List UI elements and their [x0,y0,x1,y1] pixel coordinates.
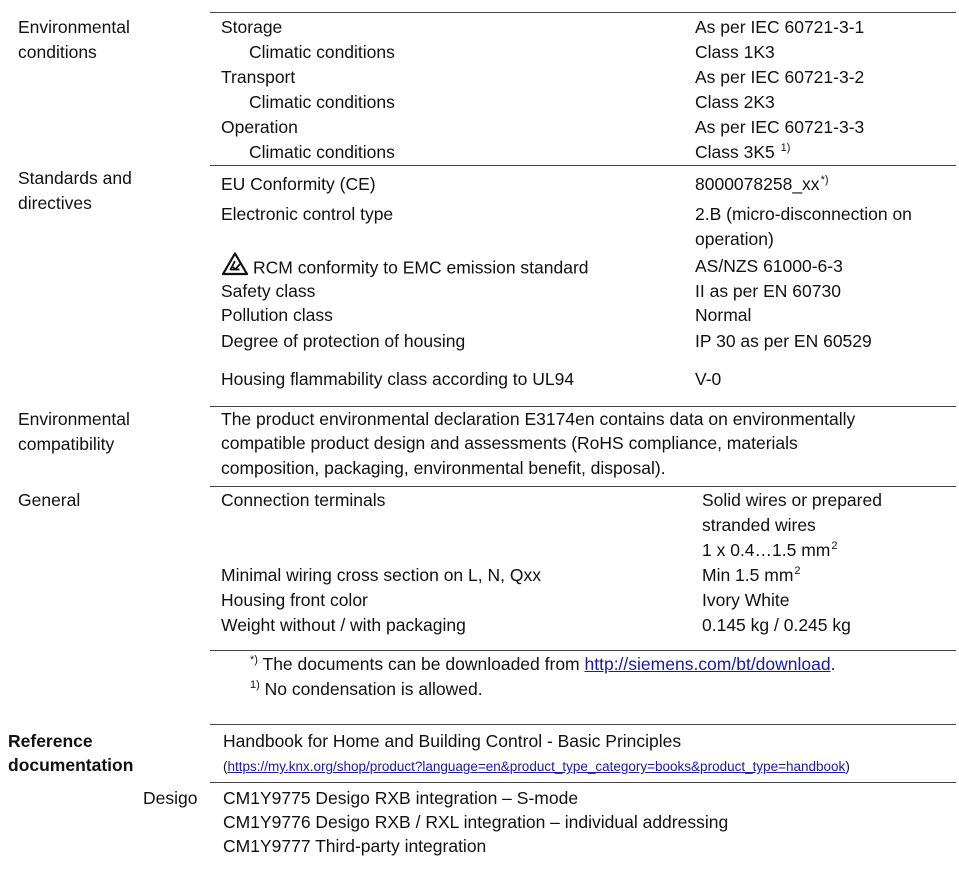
weight-name: Weight without / with packaging [221,615,466,635]
compat-label-1: Environmental [18,409,130,429]
env-conditions-label-1: Environmental [18,17,130,37]
safety-value: II as per EN 60730 [695,281,841,301]
handbook-link[interactable]: https://my.knx.org/shop/product?language=en&product_type_category=books&product_type=handbook [227,759,846,774]
storage-name: Storage [221,17,283,37]
weight-value: 0.145 kg / 0.245 kg [702,615,851,635]
divider-standards [210,165,956,166]
footnote-2-mark: 1) [250,679,260,691]
env-conditions-label-2: conditions [18,42,97,62]
transport-value: As per IEC 60721-3-2 [695,67,865,87]
divider-desigo [210,782,956,783]
operation-climatic-class: Class 3K5 [695,142,775,162]
operation-climatic-name: Climatic conditions [249,142,395,162]
standards-label-2: directives [18,193,92,213]
protection-value: IP 30 as per EN 60529 [695,331,872,351]
operation-value: As per IEC 60721-3-3 [695,117,865,137]
terminals-range: 1 x 0.4…1.5 mm [702,540,831,560]
terminals-value-3 [702,538,838,565]
compat-text-3: composition, packaging, environmental benefit, disposal). [221,458,666,478]
ect-value-1: 2.B (micro-disconnection on [695,204,912,224]
color-name: Housing front color [221,590,368,610]
transport-name: Transport [221,67,296,87]
flammability-value: V-0 [695,369,722,389]
compat-label-2: compatibility [18,434,115,454]
footnote-mark-1: 1) [780,142,791,154]
transport-climatic-name: Climatic conditions [249,92,395,112]
rcm-mark-icon [221,252,249,282]
operation-climatic-value [695,140,790,167]
transport-climatic-value: Class 2K3 [695,92,775,112]
eu-conformity-value [695,172,829,199]
footnote-mark-star: *) [820,174,829,186]
reference-label-1: Reference [8,731,93,751]
flammability-name: Housing flammability class according to UL94 [221,369,575,389]
compat-text-2: compatible product design and assessments (RoHS compliance, materials [221,433,798,453]
reference-label-2: documentation [8,755,134,775]
desigo-doc-3: CM1Y9777 Third-party integration [223,836,487,856]
color-value: Ivory White [702,590,790,610]
desigo-doc-2: CM1Y9776 Desigo RXB / RXL integration – individual addressing [223,812,729,832]
wiring-name: Minimal wiring cross section on L, N, Qxx [221,565,541,585]
footnote-1-text: The documents can be downloaded from [262,654,585,674]
wiring-value [702,563,801,590]
divider-general [210,486,956,487]
rcm-name: RCM conformity to EMC emission standard [253,257,589,278]
storage-climatic-name: Climatic conditions [249,42,395,62]
protection-name: Degree of protection of housing [221,331,466,351]
safety-name: Safety class [221,281,316,301]
divider-footnotes [210,650,956,651]
handbook-title: Handbook for Home and Building Control - Basic Principles [223,731,682,751]
terminals-value-1: Solid wires or prepared [702,490,882,510]
footnote-2 [249,677,483,704]
pollution-name: Pollution class [221,305,333,325]
ect-value-2: operation) [695,229,774,249]
rcm-value: AS/NZS 61000-6-3 [695,256,843,276]
eu-conformity-name: EU Conformity (CE) [221,174,376,194]
pollution-value: Normal [695,305,752,325]
operation-name: Operation [221,117,298,137]
handbook-close: ) [845,759,850,774]
desigo-doc-1: CM1Y9775 Desigo RXB integration – S-mode [223,788,579,808]
handbook-url-row [223,755,850,779]
storage-climatic-value: Class 1K3 [695,42,775,62]
compat-text-1: The product environmental declaration E3174en contains data on environmentally [221,409,856,429]
eu-conformity-number: 8000078258_xx [695,174,820,194]
storage-value: As per IEC 60721-3-1 [695,17,865,37]
footnote-1-mark: *) [250,654,258,666]
terminals-name: Connection terminals [221,490,386,510]
wiring-sup: 2 [794,565,801,577]
footnote-2-text: No condensation is allowed. [264,679,483,699]
divider-reference [210,724,956,725]
wiring-min: Min 1.5 mm [702,565,794,585]
general-label: General [18,490,81,510]
divider-top [210,12,956,13]
terminals-value-2: stranded wires [702,515,816,535]
desigo-label: Desigo [143,788,198,808]
footnote-1-end: . [830,654,836,674]
download-link[interactable]: http://siemens.com/bt/download [584,654,831,674]
ect-name: Electronic control type [221,204,394,224]
standards-label-1: Standards and [18,168,132,188]
terminals-sup: 2 [831,540,838,552]
handbook-open: ( [223,759,228,774]
footnote-1 [249,652,835,679]
